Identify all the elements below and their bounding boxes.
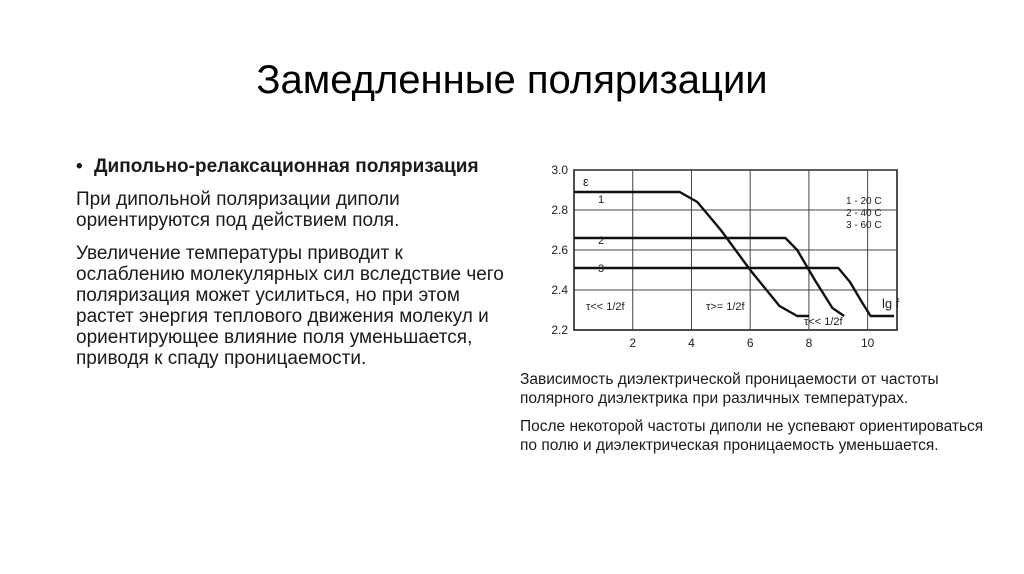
y-tick-label: 2.8	[551, 203, 568, 217]
slide-title: Замедленные поляризации	[256, 58, 768, 102]
caption-dependence: Зависимость диэлектрической проницаемости от частоты полярного диэлектрика при различных температурах.	[520, 371, 939, 407]
y-tick-label: 3.0	[551, 163, 568, 177]
bullet-item	[76, 156, 516, 177]
chart-caption	[520, 370, 990, 464]
x-tick-labels	[629, 336, 874, 350]
bullet-heading: Дипольно-релаксационная поляризация	[94, 156, 479, 177]
legend-entry-3: 3 - 60 C	[846, 220, 882, 231]
left-text-column	[76, 156, 516, 369]
y-tick-labels	[551, 163, 568, 337]
y-tick-label: 2.4	[551, 283, 568, 297]
y-axis-label: ε	[583, 174, 589, 189]
permittivity-chart	[520, 158, 920, 358]
x-tick-label: 6	[746, 336, 754, 350]
x-tick-label: 10	[860, 336, 875, 350]
legend-entry-2: 2 - 40 C	[846, 208, 882, 219]
y-tick-label: 2.6	[551, 243, 568, 257]
curve-label-1: 1	[598, 194, 605, 206]
curve-label-3: 3	[598, 263, 605, 275]
annotation-low-freq: τ<< 1/2f	[586, 301, 625, 313]
legend-entry-1: 1 - 20 C	[846, 196, 882, 207]
bullet-dot-icon: •	[76, 156, 83, 177]
paragraph-temperature: Увеличение температуры приводит к ослаблению молекулярных сил вследствие чего поляризация может усилиться, но при этом растет энергия теплового движения молекул и ориентирующее влияние поля уменьшается, приводя к спаду проницаемости.	[76, 243, 504, 369]
x-tick-label: 2	[629, 336, 637, 350]
chart-legend	[846, 196, 882, 231]
caption-explanation: После некоторой частоты диполи не успевают ориентироваться по полю и диэлектрическая проницаемость уменьшается.	[520, 418, 984, 454]
y-tick-label: 2.2	[551, 323, 568, 337]
x-tick-label: 4	[688, 336, 695, 350]
paragraph-dipole: При дипольной поляризации диполи ориентируются под действием поля.	[76, 189, 400, 231]
chart-annotations	[586, 301, 844, 328]
x-axis-label: lg f	[882, 296, 900, 311]
curve-label-2: 2	[598, 235, 605, 247]
annotation-high-freq: τ<< 1/2f	[804, 316, 843, 328]
annotation-mid-freq: τ>= 1/2f	[706, 301, 745, 313]
curve-labels	[598, 194, 604, 275]
x-tick-label: 8	[805, 336, 813, 350]
